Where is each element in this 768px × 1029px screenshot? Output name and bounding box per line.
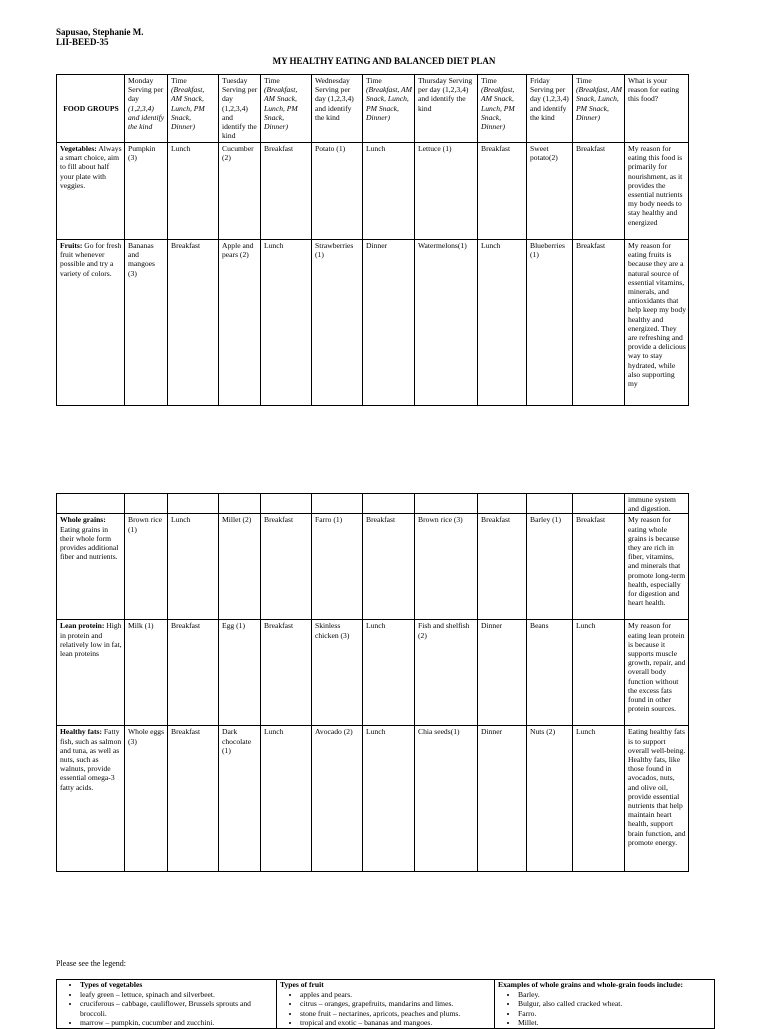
table-row	[57, 240, 689, 406]
list-item: • citrus – oranges, grapefruits, mandarins and limes.	[300, 999, 491, 1009]
monday-serving: Bananas and mangoes (3)	[125, 240, 168, 406]
time-header: Time (Breakfast, AM Snack, Lunch, PM Snack, Dinner)	[478, 75, 527, 143]
monday-time: Lunch	[168, 514, 219, 620]
thursday-header: Thursday Serving per day (1,2,3,4) and identify the kind	[415, 75, 478, 143]
time-header: Time (Breakfast, AM Snack, Lunch, PM Snack, Dinner)	[573, 75, 625, 143]
legend-fruits	[277, 980, 495, 1029]
food-group-cell: Lean protein: High in protein and relatively low in fat, lean proteins	[57, 620, 125, 726]
monday-serving: Milk (1)	[125, 620, 168, 726]
reason-cell: My reason for eating lean protein is because it supports muscle growth, repair, and overall body function without the excess fats found in other protein sources.	[625, 620, 689, 726]
tuesday-time: Breakfast	[261, 143, 312, 240]
monday-header: Monday Serving per day (1,2,3,4) and identify the kind	[125, 75, 168, 143]
tuesday-time: Lunch	[261, 240, 312, 406]
list-item: • marrow – pumpkin, cucumber and zucchini.	[80, 1018, 273, 1028]
tuesday-serving: Cucumber (2)	[219, 143, 261, 240]
wednesday-serving: Strawberries (1)	[312, 240, 363, 406]
list-item: • stone fruit – nectarines, apricots, peaches and plums.	[300, 1009, 491, 1019]
monday-time: Breakfast	[168, 726, 219, 872]
legend-table	[56, 979, 715, 1029]
legend-grains	[495, 980, 715, 1029]
author-block	[56, 27, 144, 47]
wednesday-serving: Skinless chicken (3)	[312, 620, 363, 726]
header-row	[57, 75, 689, 143]
food-group-cell: Whole grains: Eating grains in their whole form provides additional fiber and nutrients.	[57, 514, 125, 620]
friday-time: Lunch	[573, 620, 625, 726]
list-item: • cruciferous – cabbage, cauliflower, Brussels sprouts and broccoli.	[80, 999, 273, 1018]
time-header: Time (Breakfast, AM Snack, Lunch, PM Snack, Dinner)	[363, 75, 415, 143]
tuesday-serving: Apple and pears (2)	[219, 240, 261, 406]
legend-veg-title: Types of vegetables	[80, 980, 143, 989]
tuesday-time: Breakfast	[261, 620, 312, 726]
time-header: Time (Breakfast, AM Snack, Lunch, PM Snack, Dinner)	[168, 75, 219, 143]
friday-time: Lunch	[573, 726, 625, 872]
friday-serving: Beans	[527, 620, 573, 726]
table-row	[57, 726, 689, 872]
friday-time: Breakfast	[573, 240, 625, 406]
tuesday-serving: Egg (1)	[219, 620, 261, 726]
wednesday-time: Dinner	[363, 240, 415, 406]
thursday-time: Breakfast	[478, 143, 527, 240]
table-row	[57, 143, 689, 240]
wednesday-serving: Farro (1)	[312, 514, 363, 620]
monday-serving: Pumpkin (3)	[125, 143, 168, 240]
wednesday-serving: Avocado (2)	[312, 726, 363, 872]
friday-time: Breakfast	[573, 143, 625, 240]
table-row	[57, 514, 689, 620]
reason-cell: My reason for eating fruits is because they are a natural source of essential vitamins, minerals, and antioxidants that help keep my body healthy and energized. They are refreshing and provide a delicious way to stay hydrated, while also supporting my	[625, 240, 689, 406]
diet-plan-table-1	[56, 74, 689, 406]
list-item: • apples and pears.	[300, 990, 491, 1000]
friday-serving: Nuts (2)	[527, 726, 573, 872]
legend-label: Please see the legend:	[56, 959, 126, 968]
legend-fruit-title: Types of fruit	[280, 980, 324, 989]
food-group-cell: Healthy fats: Fatty fish, such as salmon and tuna, as well as nuts, such as walnuts, provide essential omega-3 fatty acids.	[57, 726, 125, 872]
friday-header: Friday Serving per day (1,2,3,4) and identify the kind	[527, 75, 573, 143]
wednesday-time: Breakfast	[363, 514, 415, 620]
reason-header: What is your reason for eating this food?	[625, 75, 689, 143]
thursday-serving: Watermelons(1)	[415, 240, 478, 406]
monday-time: Breakfast	[168, 620, 219, 726]
monday-serving: Whole eggs (3)	[125, 726, 168, 872]
wednesday-time: Lunch	[363, 620, 415, 726]
reason-continuation: immune system and digestion.	[625, 494, 689, 514]
reason-cell: My reason for eating whole grains is because they are rich in fiber, vitamins, and minerals that promote long-term health, especially for digestion and heart health.	[625, 514, 689, 620]
list-item: • tropical and exotic – bananas and mangoes.	[300, 1018, 491, 1028]
tuesday-time: Lunch	[261, 726, 312, 872]
list-item: • Barley.	[518, 990, 711, 1000]
thursday-serving: Lettuce (1)	[415, 143, 478, 240]
friday-serving: Barley (1)	[527, 514, 573, 620]
food-group-cell: Fruits: Go for fresh fruit whenever possible and try a variety of colors.	[57, 240, 125, 406]
friday-serving: Sweet potato(2)	[527, 143, 573, 240]
continuation-row	[57, 494, 689, 514]
friday-time: Breakfast	[573, 514, 625, 620]
tuesday-serving: Dark chocolate (1)	[219, 726, 261, 872]
table-row	[57, 620, 689, 726]
thursday-serving: Fish and shelfish (2)	[415, 620, 478, 726]
legend-grain-title: Examples of whole grains and whole-grain foods include:	[498, 980, 684, 989]
list-item: • Millet.	[518, 1018, 711, 1028]
thursday-time: Dinner	[478, 620, 527, 726]
page-title: MY HEALTHY EATING AND BALANCED DIET PLAN	[272, 56, 496, 66]
list-item: • Farro.	[518, 1009, 711, 1019]
list-item: • leafy green – lettuce, spinach and silverbeet.	[80, 990, 273, 1000]
friday-serving: Blueberries (1)	[527, 240, 573, 406]
thursday-serving: Chia seeds(1)	[415, 726, 478, 872]
wednesday-time: Lunch	[363, 726, 415, 872]
thursday-time: Lunch	[478, 240, 527, 406]
monday-time: Breakfast	[168, 240, 219, 406]
thursday-time: Breakfast	[478, 514, 527, 620]
thursday-time: Dinner	[478, 726, 527, 872]
legend-vegetables	[57, 980, 277, 1029]
wednesday-header: Wednesday Serving per day (1,2,3,4) and identify the kind	[312, 75, 363, 143]
reason-cell: Eating healthy fats is to support overall well-being. Healthy fats, like those found in avocados, nuts, and olive oil, provide essential nutrients that help maintain heart health, support brain function, and promote energy.	[625, 726, 689, 872]
author-section: LII-BEED-35	[56, 37, 109, 47]
tuesday-serving: Millet (2)	[219, 514, 261, 620]
food-groups-header: FOOD GROUPS	[57, 75, 125, 143]
monday-time: Lunch	[168, 143, 219, 240]
list-item: • Bulgur, also called cracked wheat.	[518, 999, 711, 1009]
time-header: Time (Breakfast, AM Snack, Lunch, PM Snack, Dinner)	[261, 75, 312, 143]
wednesday-time: Lunch	[363, 143, 415, 240]
reason-cell: My reason for eating this food is primarily for nourishment, as it provides the essential nutrients my body needs to stay healthy and energized	[625, 143, 689, 240]
tuesday-time: Breakfast	[261, 514, 312, 620]
wednesday-serving: Potato (1)	[312, 143, 363, 240]
food-group-cell: Vegetables: Always a smart choice, aim to fill about half your plate with veggies.	[57, 143, 125, 240]
diet-plan-table-2	[56, 493, 689, 872]
thursday-serving: Brown rice (3)	[415, 514, 478, 620]
author-name: Sapusao, Stephanie M.	[56, 27, 144, 37]
tuesday-header: Tuesday Serving per day (1,2,3,4) and identify the kind	[219, 75, 261, 143]
monday-serving: Brown rice (1)	[125, 514, 168, 620]
